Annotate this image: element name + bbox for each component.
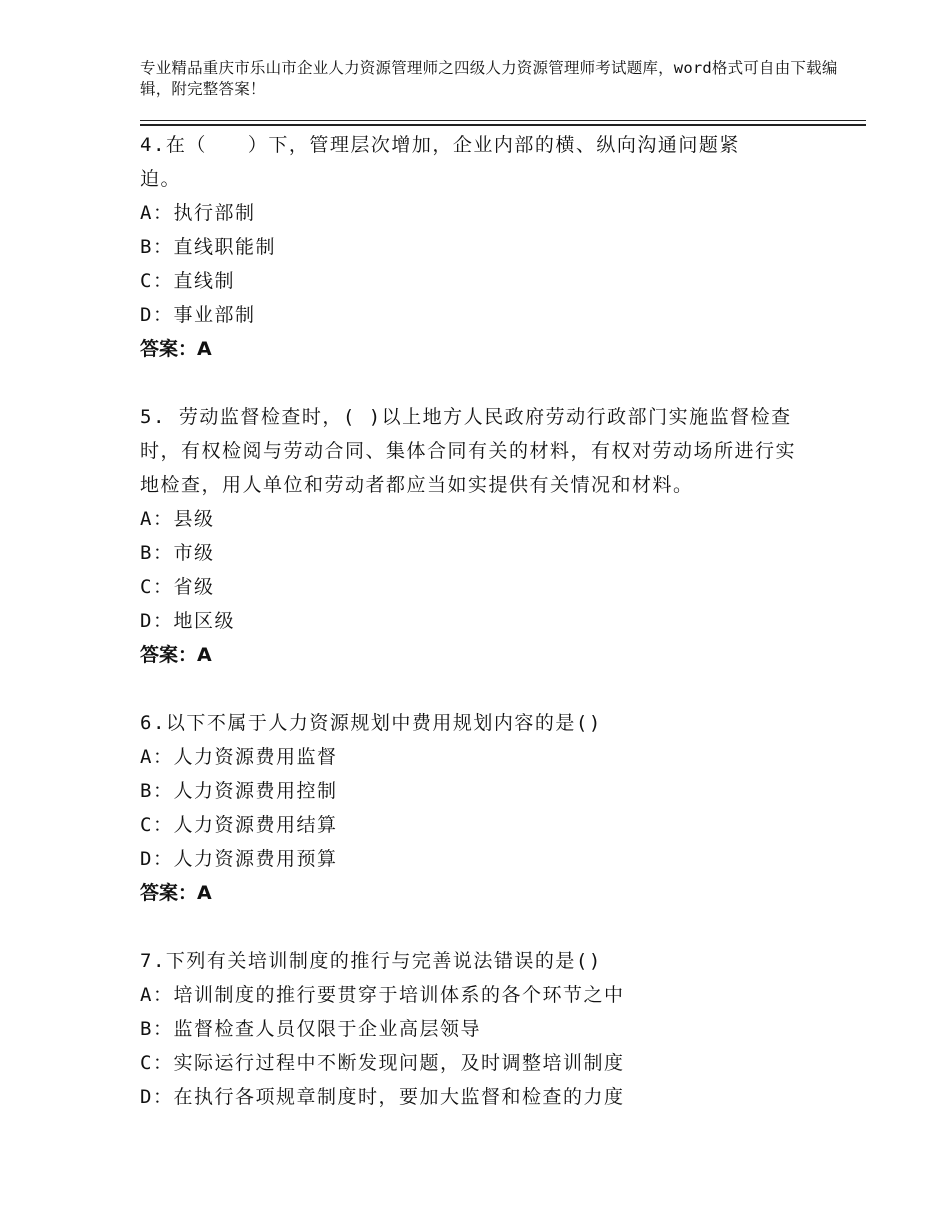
option-d: D：人力资源费用预算 <box>140 848 338 870</box>
option-d: D：地区级 <box>140 610 235 632</box>
option-c: C：直线制 <box>140 270 235 292</box>
option-c: C：省级 <box>140 576 215 598</box>
option-a: A：培训制度的推行要贯穿于培训体系的各个环节之中 <box>140 984 625 1006</box>
option-d: D：在执行各项规章制度时，要加大监督和检查的力度 <box>140 1086 625 1108</box>
answer: 答案：A <box>140 338 212 360</box>
question-5 <box>140 400 866 672</box>
spacer <box>140 672 866 706</box>
option-d: D：事业部制 <box>140 304 256 326</box>
spacer <box>140 366 866 400</box>
option-b: B：人力资源费用控制 <box>140 780 338 802</box>
question-text: 6.以下不属于人力资源规划中费用规划内容的是() <box>140 712 602 734</box>
question-7 <box>140 944 866 1114</box>
question-list <box>140 128 866 1114</box>
question-6 <box>140 706 866 910</box>
spacer <box>140 910 866 944</box>
question-text: 5. 劳动监督检查时，( )以上地方人民政府劳动行政部门实施监督检查时，有权检阅与劳动合同、集体合同有关的材料，有权对劳动场所进行实地检查，用人单位和劳动者都应当如实提供有关情况和材料。 <box>140 406 797 496</box>
question-4 <box>140 128 866 366</box>
option-a: A：执行部制 <box>140 202 256 224</box>
answer: 答案：A <box>140 644 212 666</box>
option-c: C：实际运行过程中不断发现问题，及时调整培训制度 <box>140 1052 625 1074</box>
option-b: B：直线职能制 <box>140 236 276 258</box>
question-text: 4.在（ ）下，管理层次增加，企业内部的横、纵向沟通问题紧迫。 <box>140 134 740 190</box>
option-a: A：人力资源费用监督 <box>140 746 338 768</box>
document-header: 专业精品重庆市乐山市企业人力资源管理师之四级人力资源管理师考试题库，word格式可自由下载编辑，附完整答案！ <box>140 59 838 98</box>
answer: 答案：A <box>140 882 212 904</box>
question-text: 7.下列有关培训制度的推行与完善说法错误的是() <box>140 950 602 972</box>
option-b: B：监督检查人员仅限于企业高层领导 <box>140 1018 481 1040</box>
option-b: B：市级 <box>140 542 215 564</box>
header-rule-thick <box>140 124 866 126</box>
option-c: C：人力资源费用结算 <box>140 814 338 836</box>
option-a: A：县级 <box>140 508 215 530</box>
header-rule-thin <box>140 120 866 121</box>
